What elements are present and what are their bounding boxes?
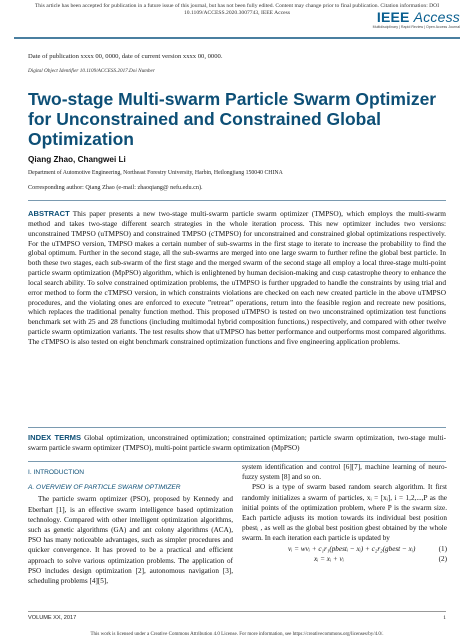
right-paragraph-1: system identification and control [6][7], machine learning of neuro-fuzzy system [8] and so on. [242, 463, 447, 482]
abstract-text: This paper presents a new two-stage multi-swarm particle swarm optimizer (TMPSO), which employs the multi-swarm method and takes two-stage different search strategies in the whole iteration process. This new optimizer includes two versions: unconstrained TMPSO (uTMPSO) and constrained TMPSO (cTMPSO) for unconstrained and constrained global optimizations respectively. For the uTMPSO version, TMPSO makes a certain number of sub-swarms in the first stage to iterate to increase the probability to find the global optimum. Further in the second stage, all the sub-swarms are merged into one large swarm to further refine the global best particle. In both these two stages, each sub-swarm of the first stage and the merged swarm of the second stage all employ a local three-stage multi-point particle swarm optimization (MpPSO) algorithm, which is enlightened by human decision-making and cusp catastrophe theory to enhance the local search ability. To solve constrained optimization problems, the uTMPSO is further upgraded to handle the constraints by using trial and error method to form the cTMPSO version, in which constraints violations are checked on each new created particle in the above uTMPSO procedures, and the violating ones are enforced to execute ”retreat” operations, return into the feasible region and recreate new positions, which replaces the traditional penalty function method. This proposed uTMPSO is tested on two unconstrained optimization test functions benchmark set with 25 and 28 functions (including multimodal hybrid composition functions,) respectively, and compared with other twelve particle swarm optimization variants. The test results show that uTMPSO has better performance and outperforms most compared algorithms. The cTMPSO is also tested on eight benchmark constrained optimization functions and five engineering application problems. [28, 209, 446, 346]
paper-title: Two-stage Multi-swarm Particle Swarm Optimizer for Unconstrained and Constrained Global Optimization [28, 89, 437, 149]
notice-line-1: This article has been accepted for publication in a future issue of this journal, but has not been fully edited. Content may change prior to final publication. Citation information: DOI [34, 3, 440, 9]
intro-paragraph: The particle swarm optimizer (PSO), proposed by Kennedy and Eberhart [1], is an effective swarm intelligence based optimization technology. Compared with other intelligent optimization algorithms, such as genetic algorithms (GA) and ant colony algorithms (ACA), PSO has many noticeable advantages, such as simpler procedures and quicker convergence. It has proved to be a practical and efficient approach to solve various optimization problems. The application of PSO includes design optimization [2], autonomous navigation [3], scheduling problems [4][5], [28, 495, 233, 586]
index-terms-text: Global optimization, unconstrained optimization; constrained optimization; particle swarm optimization, two-stage multi-swarm particle swarm optimizer (TMPSO), multi-point particle swarm optimization (MpPSO) [28, 434, 446, 452]
left-column [28, 468, 233, 586]
doi-line: Digital Object Identifier 10.1109/ACCESS.2017.Doi Number [28, 68, 155, 74]
right-paragraph-2: PSO is a type of swarm based random search algorithm. It first randomly initializes a swarm of particles, xᵢ = [xᵢ], i = 1,2,...,P as the initial points of the optimization problem, where P is the swarm size. Each particle adjusts its motion towards its individual best position pbestᵢ , as well as the global best position gbest obtained by the whole swarm. In each iteration each particle is updated by [242, 483, 447, 543]
equation-1-body: vᵢ = wvᵢ + c₁r₁(pbestᵢ − xᵢ) + c₂r₂(gbest − xᵢ) [288, 544, 416, 553]
footer-volume: VOLUME XX, 2017 [28, 615, 77, 621]
equation-2-body: xᵢ = xᵢ + vᵢ [314, 554, 344, 563]
footer-rule [28, 611, 446, 612]
index-terms-heading: INDEX TERMS [28, 433, 82, 442]
keywords-top-rule [28, 427, 446, 428]
equation-1 [242, 544, 447, 554]
abstract-heading: ABSTRACT [28, 209, 70, 218]
notice-line-2: 10.1109/ACCESS.2020.3007743, IEEE Access [183, 10, 291, 16]
equation-2 [242, 554, 447, 564]
license-notice: This work is licensed under a Creative Commons Attribution 4.0 License. For more information, see https://creativecommons.org/licenses/by/4.0/. [90, 632, 384, 637]
subsection-heading: A. OVERVIEW OF PARTICLE SWARM OPTIMIZER [28, 484, 181, 492]
paper-authors: Qiang Zhao, Changwei Li [28, 155, 126, 164]
abstract-top-rule [28, 200, 446, 201]
header-rule [14, 37, 460, 39]
logo-brand-access: Access [413, 9, 460, 25]
equation-1-number: (1) [438, 544, 447, 553]
logo-brand [373, 9, 460, 25]
ieee-access-logo [373, 9, 460, 29]
footer-page-number: 1 [443, 615, 446, 621]
section-heading: I. INTRODUCTION [28, 469, 85, 476]
equation-2-number: (2) [438, 554, 447, 563]
logo-brand-ieee: IEEE [376, 9, 410, 25]
publication-dates: Date of publication xxxx 00, 0000, date of current version xxxx 00, 0000. [28, 53, 223, 60]
index-terms [28, 433, 446, 453]
logo-tagline: Multidisciplinary | Rapid Review | Open Access Journal [372, 25, 460, 29]
right-column [242, 462, 447, 564]
corresponding-author: Corresponding author: Qiang Zhao (e-mail: zhaoqiang@ nefu.edu.cn). [28, 184, 203, 191]
abstract [28, 209, 446, 347]
author-affiliation: Department of Automotive Engineering, Northeast Forestry University, Harbin, Heilongjiang 150040 CHINA [28, 170, 283, 176]
